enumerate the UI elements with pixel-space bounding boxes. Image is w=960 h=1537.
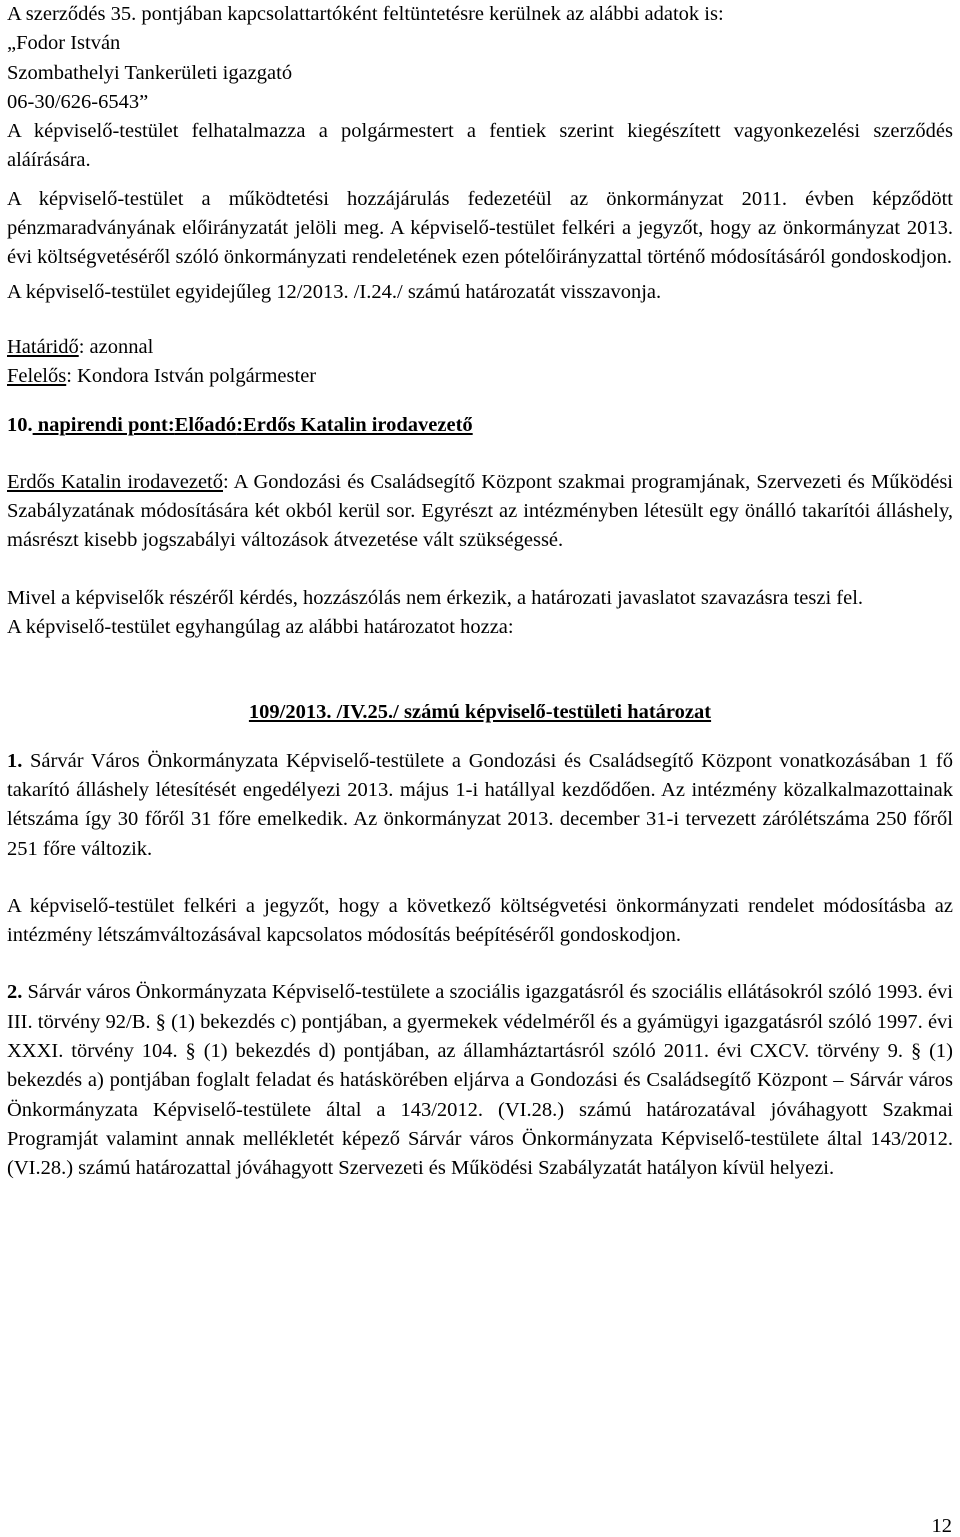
responsible-value: : Kondora István polgármester	[66, 365, 317, 388]
point-1	[7, 747, 953, 864]
agenda-heading	[7, 411, 953, 440]
responsible-label: Felelős	[7, 365, 67, 388]
contact-name: „Fodor István	[7, 32, 121, 55]
speech-text: : A Gondozási és Családsegítő Központ szakmai programjának, Szervezeti és Működési Szabályzatának módosítására két okból kerül sor. Egyrészt az intézményben létesült egy önálló takarítói álláshely, másrészt kisebb jogszabályi változások átvezetése vált szükségessé.	[7, 470, 953, 552]
vote-result: A képviselő-testület egyhangúlag az alábbi határozatot hozza:	[7, 616, 514, 639]
revocation-paragraph: A képviselő-testület egyidejűleg 12/2013. /I.24./ számú határozatát visszavonja.	[7, 280, 662, 303]
resolution-title: 109/2013. /IV.25./ számú képviselő-testületi határozat	[248, 701, 712, 724]
contact-phone: 06-30/626-6543”	[7, 90, 149, 113]
authorization-paragraph: A képviselő-testület felhatalmazza a polgármestert a fentiek szerint kiegészített vagyonkezelési szerződés aláírására.	[7, 120, 953, 172]
contact-title: Szombathelyi Tankerületi igazgató	[7, 61, 293, 84]
responsible-line	[7, 362, 953, 391]
deadline-label: Határidő	[7, 335, 79, 358]
agenda-colon: :	[236, 413, 244, 436]
speech-paragraph	[7, 468, 953, 556]
speech-speaker: Erdős Katalin irodavezető	[7, 470, 223, 493]
contact-block	[7, 0, 953, 117]
agenda-label: napirendi pont:	[32, 413, 175, 436]
vote-paragraph: Mivel a képviselők részéről kérdés, hozzászólás nem érkezik, a határozati javaslatot szavazásra teszi fel.	[7, 586, 864, 609]
contact-intro: A szerződés 35. pontjában kapcsolattartóként feltüntetésre kerülnek az alábbi adatok is:	[7, 3, 724, 25]
agenda-presenter: Erdős Katalin irodavezető	[243, 413, 473, 436]
deadline-line	[7, 333, 953, 362]
agenda-number: 10.	[7, 413, 33, 436]
point-2-text: Sárvár város Önkormányzata Képviselő-testülete a szociális igazgatásról és szociális ellátásokról szóló 1993. évi III. törvény 92/B. § (1) bekezdés c) pontjában, a gyermekek védelméről és a gyámügyi igazgatásról szóló 1997. évi XXXI. törvény 104. § (1) bekezdés d) pontjában, az államháztartásról szóló 2011. évi CXCV. törvény 9. § (1) bekezdés a) pontjában foglalt feladat és hatáskörében eljárva a Gondozási és Családsegítő Központ – Sárvár város Önkormányzata Képviselő-testülete által a 143/2012. (VI.28.) számú határozatával jóváhagyott Szakmai Programját valamint annak mellékletét képező Sárvár város Önkormányzata Képviselő-testülete által 143/2012. (VI.28.) számú határozattal jóváhagyott Szervezeti és Működési Szabályzatát hatályon kívül helyezi.	[7, 981, 953, 1180]
point-2-number: 2.	[7, 981, 23, 1004]
agenda-presenter-label: Előadó	[174, 413, 237, 436]
point-1-number: 1.	[7, 749, 23, 772]
page-number: 12	[931, 1515, 952, 1537]
funding-paragraph: A képviselő-testület a működtetési hozzájárulás fedezetéül az önkormányzat 2011. évben képződött pénzmaradványának előirányzatát jelöli meg. A képviselő-testület felkéri a jegyzőt, hogy az önkormányzat 2013. évi költségvetéséről szóló önkormányzati rendeletének ezen pótelőirányzattal történő módosításáról gondoskodjon.	[7, 187, 953, 269]
point-2	[7, 978, 953, 1183]
deadline-block	[7, 333, 953, 392]
deadline-value: : azonnal	[78, 335, 154, 358]
point-1-text: Sárvár Város Önkormányzata Képviselő-testülete a Gondozási és Családsegítő Központ vonatkozásában 1 fő takarító álláshely létesítését engedélyezi 2013. május 1-i hatállyal kezdődően. Az intézmény közalkalmazottainak létszáma így 30 főről 31 főre emelkedik. Az önkormányzat 2013. december 31-i tervezett zárólétszáma 250 főről 251 főre változik.	[7, 749, 953, 860]
point-1-followup: A képviselő-testület felkéri a jegyzőt, hogy a következő költségvetési önkormányzati rendelet módosításba az intézmény létszámváltozásával kapcsolatos módosítás beépítéséről gondoskodjon.	[7, 894, 953, 947]
